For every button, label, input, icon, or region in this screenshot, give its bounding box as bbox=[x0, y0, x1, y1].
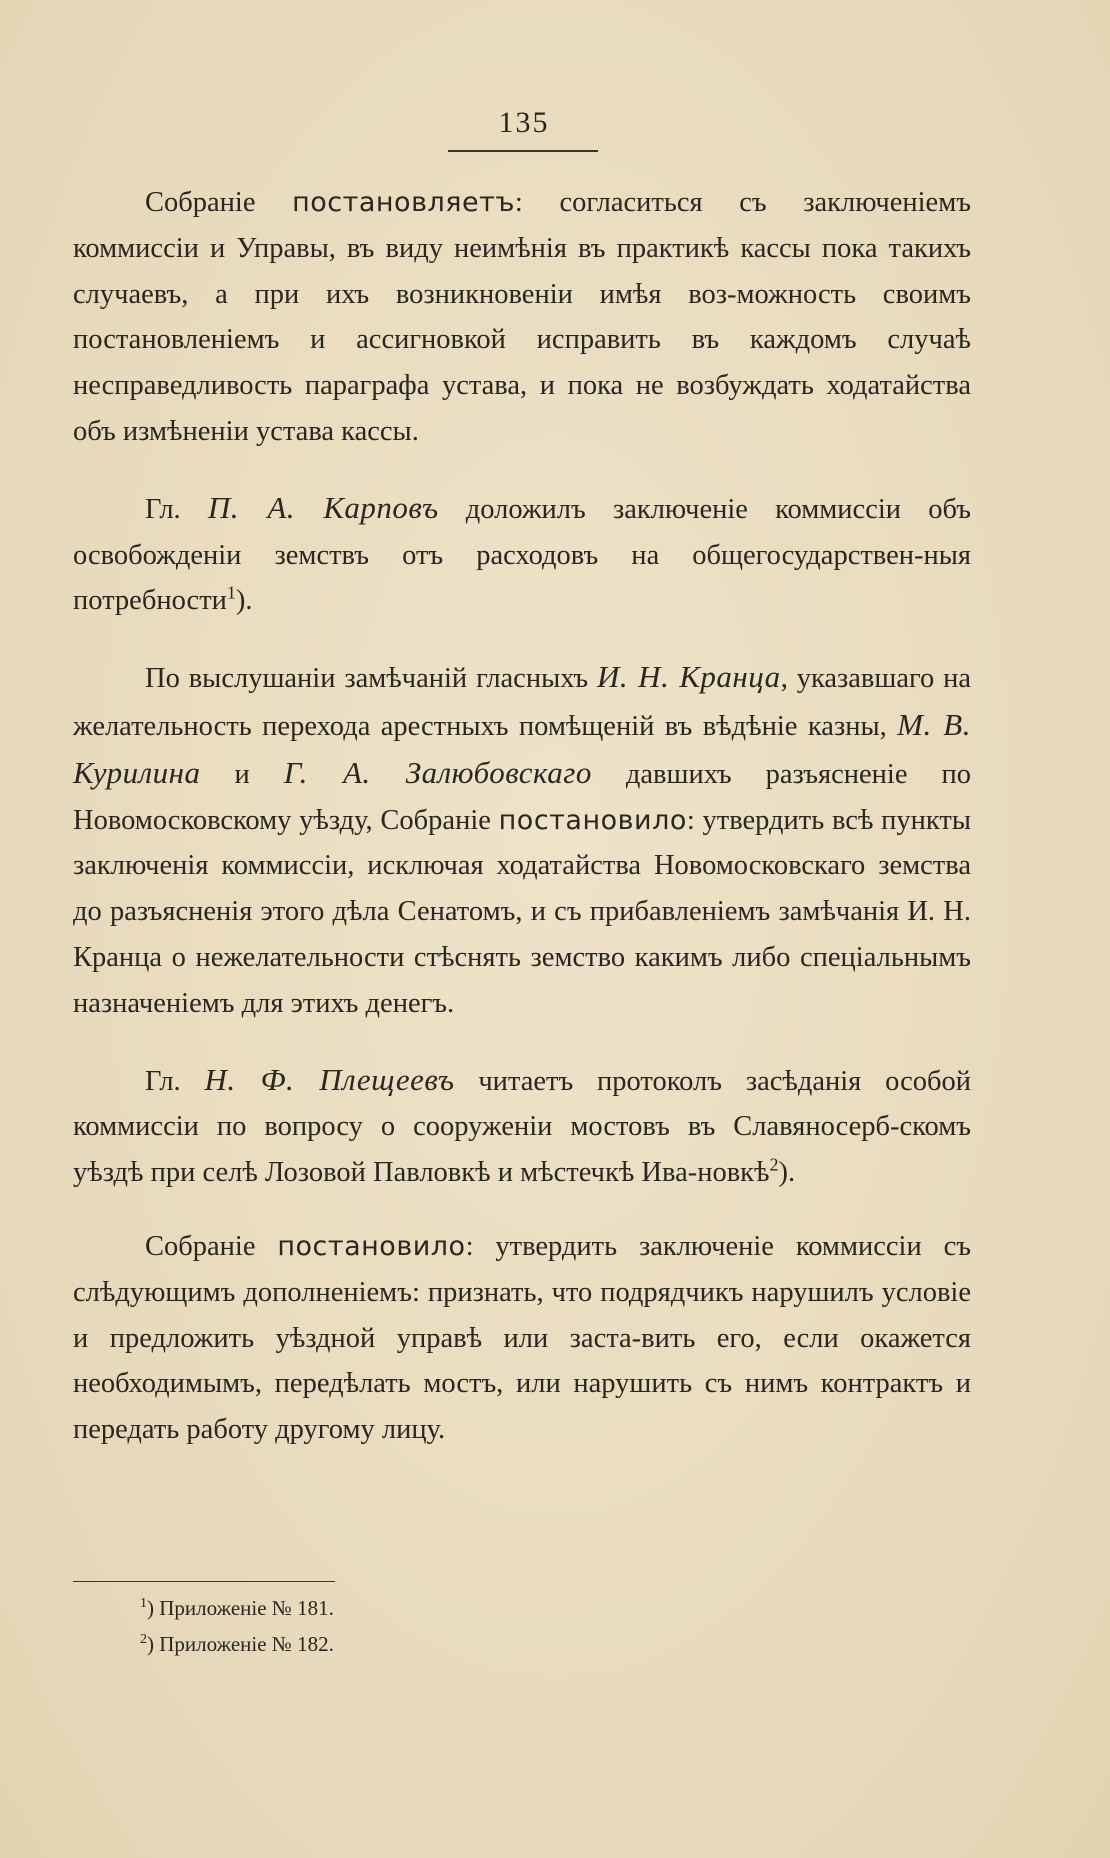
text-run: : утвердить всѣ пункты заключенія коммиссіи, исключая ходатайства Новомосковскаго земства до разъясненія этого дѣла Сенатомъ, и съ прибавленіемъ замѣчанія И. Н. Кранца о нежелательности стѣснять земство какимъ либо спеціальнымъ назначеніемъ для этихъ денегъ. bbox=[73, 804, 971, 1019]
page-number: 135 bbox=[498, 106, 550, 139]
text-run: Гл. bbox=[145, 1065, 205, 1097]
person-name: П. А. Карповъ bbox=[207, 489, 439, 525]
body-text bbox=[73, 180, 971, 1453]
paragraph-2 bbox=[73, 485, 971, 624]
text-run: : согласиться съ заключеніемъ коммиссіи и Управы, въ виду неимѣнія въ практикѣ кассы пока такихъ случаевъ, а при ихъ возникновеніи имѣя воз-можность своимъ постановленіемъ и ассигновкой исправить въ каждомъ случаѣ несправедливость параграфа устава, и пока не возбуждать ходатайства объ измѣненіи устава кассы. bbox=[73, 187, 971, 447]
text-run: Собраніе bbox=[145, 187, 293, 218]
paragraph-3 bbox=[73, 654, 971, 1026]
text-run: Собраніе bbox=[145, 1230, 278, 1262]
footnote bbox=[140, 1626, 640, 1662]
decision-keyword: постановило bbox=[277, 1230, 466, 1262]
footnote-text: ) Приложеніе № 181. bbox=[147, 1596, 334, 1620]
text-run: читаетъ протоколъ засѣданія особой коммиссіи по вопросу о сооруженіи мостовъ въ Славяносерб-скомъ уѣздѣ при селѣ Лозовой Павловкѣ и мѣстечкѣ Ива-новкѣ bbox=[73, 1065, 971, 1189]
text-run: Гл. bbox=[145, 493, 208, 525]
text-run: ). bbox=[778, 1157, 796, 1189]
header-rule bbox=[448, 150, 598, 152]
text-run: : утвердить заключеніе коммиссіи съ слѣдующимъ дополненіемъ: признать, что подрядчикъ нарушилъ условіе и предложить уѣздной управѣ или заста-вить его, если окажется необходимымъ, передѣлать мостъ, или нарушить съ нимъ контрактъ и передать работу другому лицу. bbox=[73, 1230, 971, 1446]
text-run: давшихъ разъясненіе по Новомосковскому уѣзду, Собраніе bbox=[73, 758, 971, 836]
footnote-ref: 1 bbox=[226, 582, 236, 603]
footnote-mark: 2 bbox=[140, 1632, 147, 1647]
person-name: М. В. Курилина bbox=[73, 706, 971, 790]
text-run: По выслушаніи замѣчаній гласныхъ bbox=[145, 663, 598, 695]
footnote-mark: 1 bbox=[140, 1596, 147, 1611]
decision-keyword: постановляетъ bbox=[292, 187, 515, 218]
person-name: Н. Ф. Плещеевъ bbox=[204, 1061, 455, 1097]
footnote-rule bbox=[73, 1581, 335, 1582]
paragraph-4 bbox=[73, 1057, 971, 1196]
paragraph-1 bbox=[73, 180, 971, 455]
footnote-ref: 2 bbox=[769, 1154, 779, 1175]
person-name: Г. А. Залюбовскаго bbox=[283, 754, 592, 790]
text-run: доложилъ заключеніе коммиссіи объ освобожденіи земствъ отъ расходовъ на общегосударствен-ныя потребности bbox=[73, 493, 971, 617]
decision-keyword: постановило bbox=[498, 804, 687, 836]
paragraph-5 bbox=[73, 1224, 971, 1453]
person-name: И. Н. Кранца bbox=[597, 659, 781, 695]
footnote bbox=[140, 1590, 640, 1626]
text-run: и bbox=[200, 758, 284, 790]
text-run: ). bbox=[235, 585, 253, 617]
text-run: , указавшаго на желательность перехода арестныхъ помѣщеній въ вѣдѣніе казны, bbox=[73, 663, 971, 742]
footnotes bbox=[140, 1590, 640, 1662]
footnote-text: ) Приложеніе № 182. bbox=[147, 1632, 334, 1656]
